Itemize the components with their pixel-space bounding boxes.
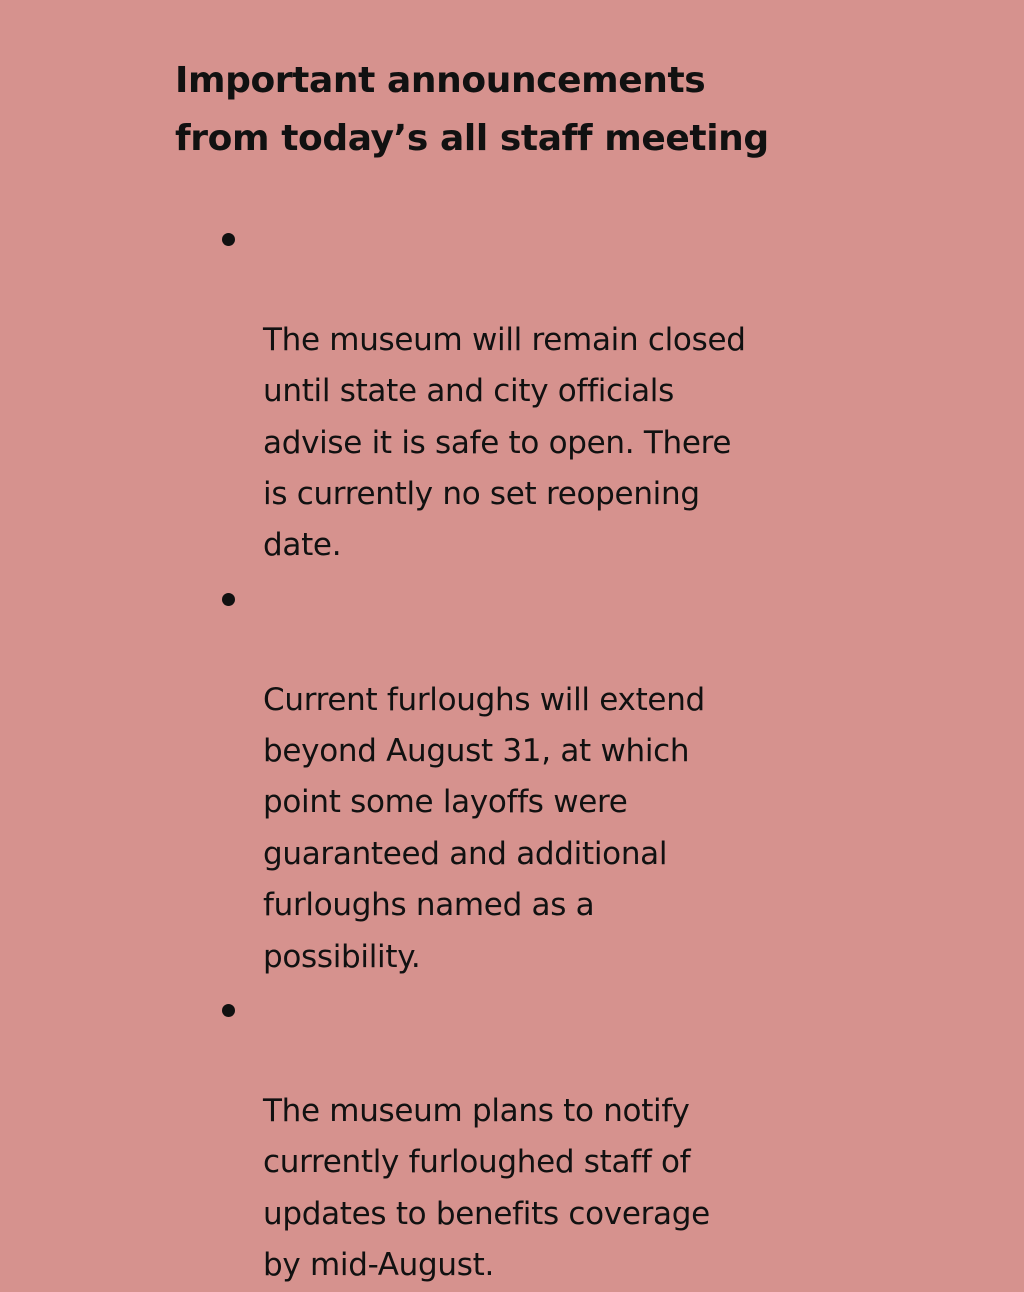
- page-title: Important announcements from today’s all staff meeting: [175, 60, 769, 159]
- announcement-item-3: [218, 983, 898, 1291]
- announcement-item-2: [218, 572, 898, 983]
- announcement-text: Current furloughs will extend beyond August 31, at which point some layoffs were guaranteed and additional furloughs named as a possibility.: [263, 681, 705, 975]
- announcement-list: [218, 212, 898, 1292]
- announcement-text: The museum plans to notify currently furloughed staff of updates to benefits coverage by mid-August.: [263, 1092, 710, 1284]
- bullet-icon: [222, 593, 235, 606]
- bullet-icon: [222, 1004, 235, 1017]
- announcement-item-1: [218, 212, 898, 572]
- bullet-icon: [222, 233, 235, 246]
- announcement-text: The museum will remain closed until state and city officials advise it is safe to open. There is currently no set reopening date.: [263, 321, 746, 564]
